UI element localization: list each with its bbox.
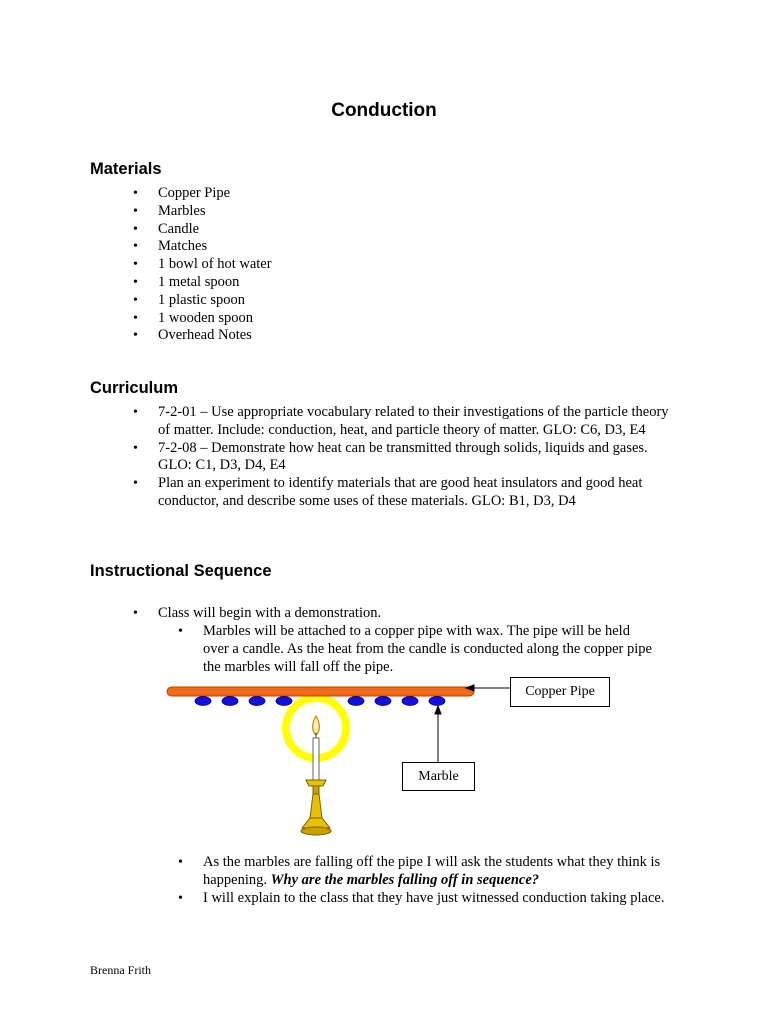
page-title: Conduction bbox=[331, 100, 437, 121]
curriculum-heading: Curriculum bbox=[90, 379, 179, 397]
sequence-sublist-2 bbox=[90, 854, 670, 907]
marble-label: Marble bbox=[402, 762, 475, 791]
list-item: • Matches bbox=[90, 238, 690, 256]
list-item: • 1 wooden spoon bbox=[90, 310, 690, 328]
list-item: • Copper Pipe bbox=[90, 185, 690, 203]
list-item: • 1 metal spoon bbox=[90, 274, 690, 292]
list-item: • Marbles will be attached to a copper pipe with wax. The pipe will be held over a candle. As the heat from the candle is conducted along the copper pipe the marbles will fall off the pipe. bbox=[90, 623, 655, 676]
list-item bbox=[90, 854, 670, 890]
list-item: • 1 bowl of hot water bbox=[90, 256, 690, 274]
marble bbox=[276, 697, 292, 706]
copper-pipe-label: Copper Pipe bbox=[510, 677, 610, 707]
materials-list bbox=[90, 185, 690, 345]
list-item: • Plan an experiment to identify materials that are good heat insulators and good heat conductor, and describe some uses of these materials. GLO: B1, D3, D4 bbox=[90, 475, 680, 511]
marble bbox=[375, 697, 391, 706]
copper-pipe bbox=[167, 687, 474, 696]
list-item: • 7-2-08 – Demonstrate how heat can be transmitted through solids, liquids and gases. GLO: C1, D3, D4, E4 bbox=[90, 440, 680, 476]
marble bbox=[402, 697, 418, 706]
marble bbox=[429, 697, 445, 706]
sequence-sublist bbox=[90, 623, 655, 676]
list-item: • I will explain to the class that they have just witnessed conduction taking place. bbox=[90, 890, 670, 908]
sequence-heading: Instructional Sequence bbox=[90, 562, 272, 580]
materials-heading: Materials bbox=[90, 160, 162, 178]
marble bbox=[222, 697, 238, 706]
marble bbox=[249, 697, 265, 706]
list-item: • Overhead Notes bbox=[90, 327, 690, 345]
emphasized-question: Why are the marbles falling off in sequence? bbox=[270, 871, 540, 888]
marble bbox=[195, 697, 211, 706]
curriculum-list bbox=[90, 404, 680, 511]
conduction-diagram bbox=[0, 670, 768, 850]
footer-author: Brenna Frith bbox=[90, 963, 151, 977]
list-item: • 7-2-01 – Use appropriate vocabulary related to their investigations of the particle theory of matter. Include: conduction, heat, and particle theory of matter. GLO: C6, D3, E4 bbox=[90, 404, 680, 440]
list-item: • Candle bbox=[90, 221, 690, 239]
question-text: As the marbles are falling off the pipe I will ask the students what they think is happening. bbox=[203, 854, 661, 888]
list-item: • Marbles bbox=[90, 203, 690, 221]
sequence-list bbox=[90, 605, 680, 623]
list-item: • 1 plastic spoon bbox=[90, 292, 690, 310]
list-item: • Class will begin with a demonstration. bbox=[90, 605, 680, 623]
marble bbox=[348, 697, 364, 706]
